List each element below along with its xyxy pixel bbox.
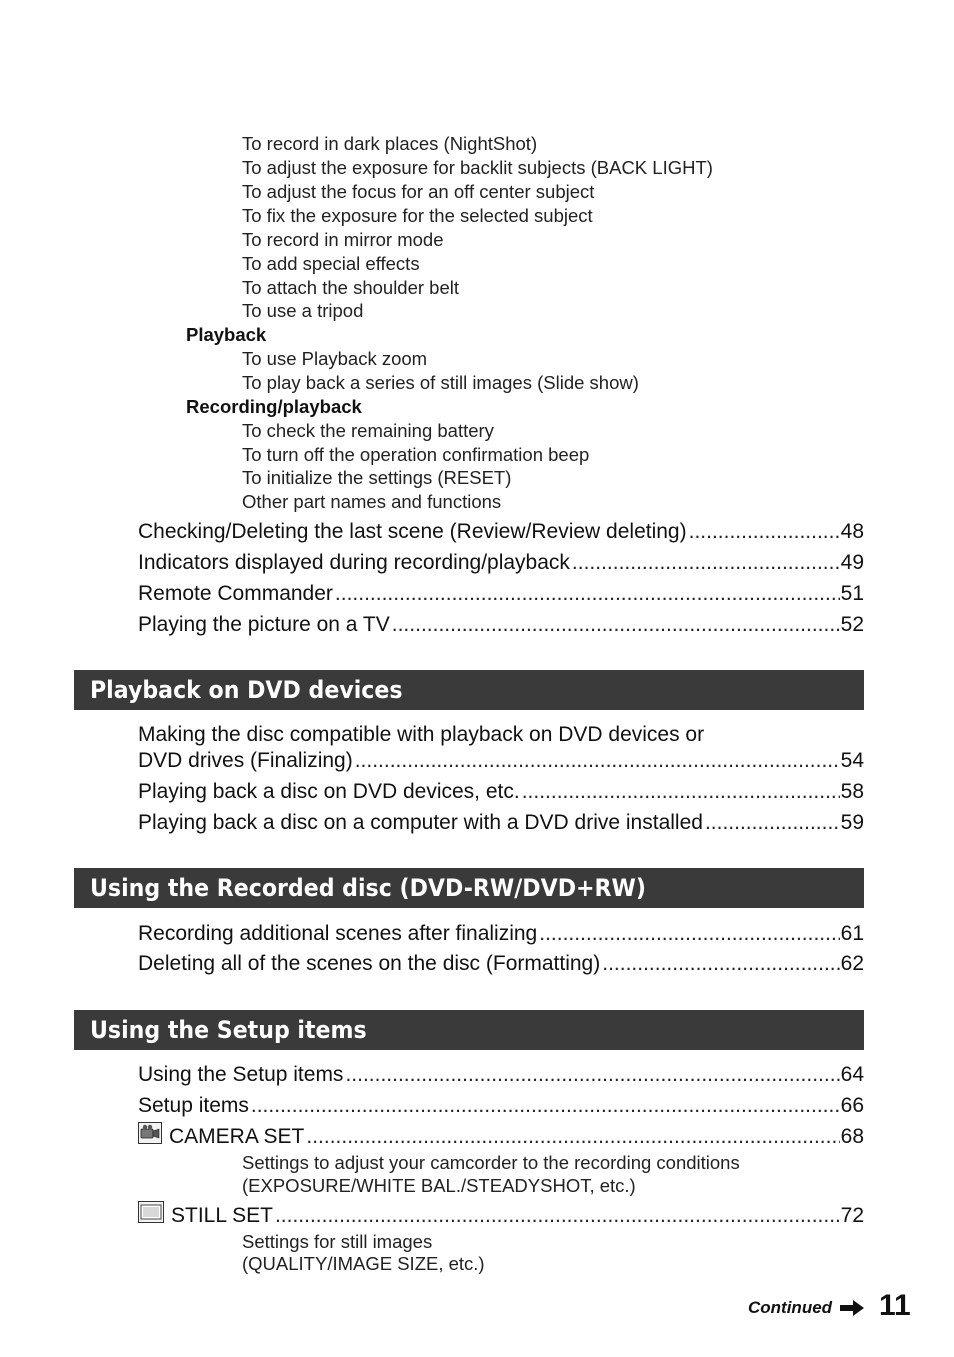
list-item: To initialize the settings (RESET) (242, 467, 512, 488)
section-heading-text: Using the Setup items (90, 1016, 367, 1044)
toc-entry-title: Playing back a disc on DVD devices, etc. (138, 780, 520, 803)
list-item: To play back a series of still images (Slide show) (242, 372, 639, 393)
section-heading-dvd-playback (74, 670, 864, 710)
toc-entry-title: Using the Setup items (138, 1063, 344, 1086)
toc-page-number: 72 (840, 1204, 864, 1227)
toc-entry[interactable] (138, 743, 864, 774)
page-number: 11 (879, 1289, 911, 1322)
toc-entry[interactable] (138, 1088, 864, 1119)
dot-leader (251, 1093, 840, 1119)
toc-entry-title: Playing the picture on a TV (138, 613, 390, 636)
dot-leader (539, 921, 839, 947)
toc-entry-title: Setup items (138, 1094, 249, 1117)
toc-entry[interactable] (138, 774, 864, 805)
toc-entry[interactable] (138, 1057, 864, 1088)
list-item: To turn off the operation confirmation beep (242, 444, 590, 465)
section-heading-text: Playback on DVD devices (90, 676, 403, 704)
arrow-right-icon (840, 1299, 864, 1322)
entry-description: (EXPOSURE/WHITE BAL./STEADYSHOT, etc.) (242, 1175, 636, 1196)
list-item: To attach the shoulder belt (242, 277, 460, 298)
dot-leader (335, 581, 840, 607)
list-item: To adjust the focus for an off center subject (242, 181, 595, 202)
section-heading-setup-items (74, 1010, 864, 1050)
toc-entry-title: STILL SET (171, 1204, 273, 1227)
toc-entry-title: Checking/Deleting the last scene (Review/Review deleting) (138, 520, 687, 543)
toc-entry[interactable] (138, 916, 864, 947)
dot-leader (392, 612, 840, 638)
list-item: To check the remaining battery (242, 420, 494, 441)
toc-entry-first-line[interactable]: Making the disc compatible with playback on DVD devices or (138, 723, 705, 746)
list-item: To adjust the exposure for backlit subjects (BACK LIGHT) (242, 157, 713, 178)
section-heading-text: Using the Recorded disc (DVD-RW/DVD+RW) (90, 874, 647, 902)
section-heading-recorded-disc (74, 868, 864, 908)
toc-entry[interactable] (138, 607, 864, 638)
toc-entry-title: DVD drives (Finalizing) (138, 749, 353, 772)
toc-page-number: 58 (840, 780, 864, 803)
toc-entry-title: Remote Commander (138, 582, 333, 605)
dot-leader (522, 779, 840, 805)
recording-playback-heading: Recording/playback (186, 396, 362, 417)
dot-leader (355, 748, 840, 774)
toc-entry[interactable] (138, 946, 864, 977)
toc-entry[interactable] (138, 545, 864, 576)
entry-description: Settings for still images (242, 1231, 433, 1252)
dot-leader (306, 1124, 839, 1150)
continued-label: Continued (748, 1298, 833, 1317)
dot-leader (275, 1203, 840, 1229)
dot-leader (705, 810, 840, 836)
dot-leader (345, 1062, 839, 1088)
list-item: To use Playback zoom (242, 348, 428, 369)
list-item: Other part names and functions (242, 491, 502, 512)
dot-leader (689, 519, 840, 545)
toc-entry-camera-set[interactable] (138, 1119, 864, 1150)
toc-entry[interactable] (138, 576, 864, 607)
toc-page-number: 62 (840, 952, 864, 975)
toc-entry-still-set[interactable] (138, 1198, 864, 1229)
toc-page-number: 49 (840, 551, 864, 574)
toc-page-number: 66 (840, 1094, 864, 1117)
playback-heading: Playback (186, 324, 267, 345)
toc-entry-title: CAMERA SET (169, 1125, 305, 1148)
entry-description: (QUALITY/IMAGE SIZE, etc.) (242, 1253, 485, 1274)
toc-entry[interactable] (138, 805, 864, 836)
entry-description: Settings to adjust your camcorder to the recording conditions (242, 1152, 740, 1173)
toc-page-number: 61 (840, 922, 864, 945)
toc-page-number: 48 (840, 520, 864, 543)
toc-entry-title: Recording additional scenes after finalizing (138, 922, 538, 945)
toc-page-number: 54 (840, 749, 864, 772)
toc-page-number: 59 (840, 811, 864, 834)
dot-leader (602, 951, 839, 977)
toc-entry-title: Indicators displayed during recording/playback (138, 551, 570, 574)
toc-entry-title: Playing back a disc on a computer with a DVD drive installed (138, 811, 703, 834)
dot-leader (572, 550, 840, 576)
toc-entry[interactable] (138, 514, 864, 545)
toc-page-number: 51 (840, 582, 864, 605)
still-set-icon (138, 1201, 164, 1230)
list-item: To add special effects (242, 253, 420, 274)
toc-page-number: 52 (840, 613, 864, 636)
toc-entry-title: Deleting all of the scenes on the disc (Formatting) (138, 952, 601, 975)
list-item: To record in mirror mode (242, 229, 444, 250)
list-item: To record in dark places (NightShot) (242, 133, 538, 154)
toc-page-number: 64 (840, 1063, 864, 1086)
toc-page-number: 68 (840, 1125, 864, 1148)
list-item: To use a tripod (242, 300, 364, 321)
camera-set-icon (138, 1122, 162, 1151)
list-item: To fix the exposure for the selected subject (242, 205, 593, 226)
